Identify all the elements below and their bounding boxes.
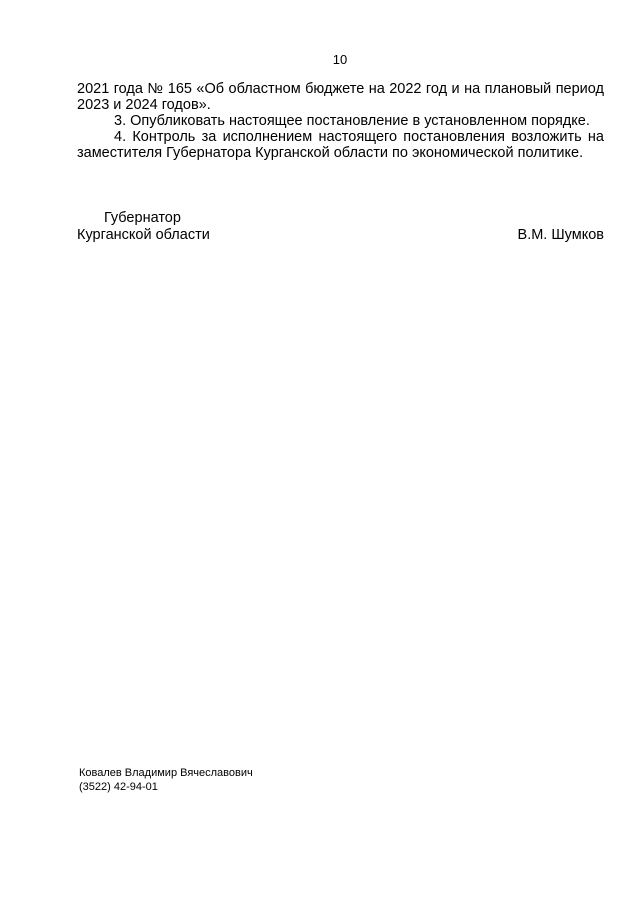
signatory-name: В.М. Шумков	[517, 227, 604, 243]
paragraph-control: 4. Контроль за исполнением настоящего постановления возложить на заместителя Губернатора Курганской области по экономической политике.	[77, 129, 604, 161]
executor-name: Ковалев Владимир Вячеславович	[79, 767, 253, 779]
signatory-title-line2: Курганской области	[77, 227, 210, 243]
page-number: 10	[332, 52, 348, 67]
paragraph-budget-reference: 2021 года № 165 «Об областном бюджете на 2022 год и на плановый период 2023 и 2024 годов».	[77, 81, 604, 113]
signatory-title-line1: Губернатор	[104, 210, 181, 226]
document-body	[77, 81, 604, 161]
executor-phone: (3522) 42-94-01	[79, 781, 158, 793]
paragraph-publish: 3. Опубликовать настоящее постановление в установленном порядке.	[114, 113, 590, 129]
